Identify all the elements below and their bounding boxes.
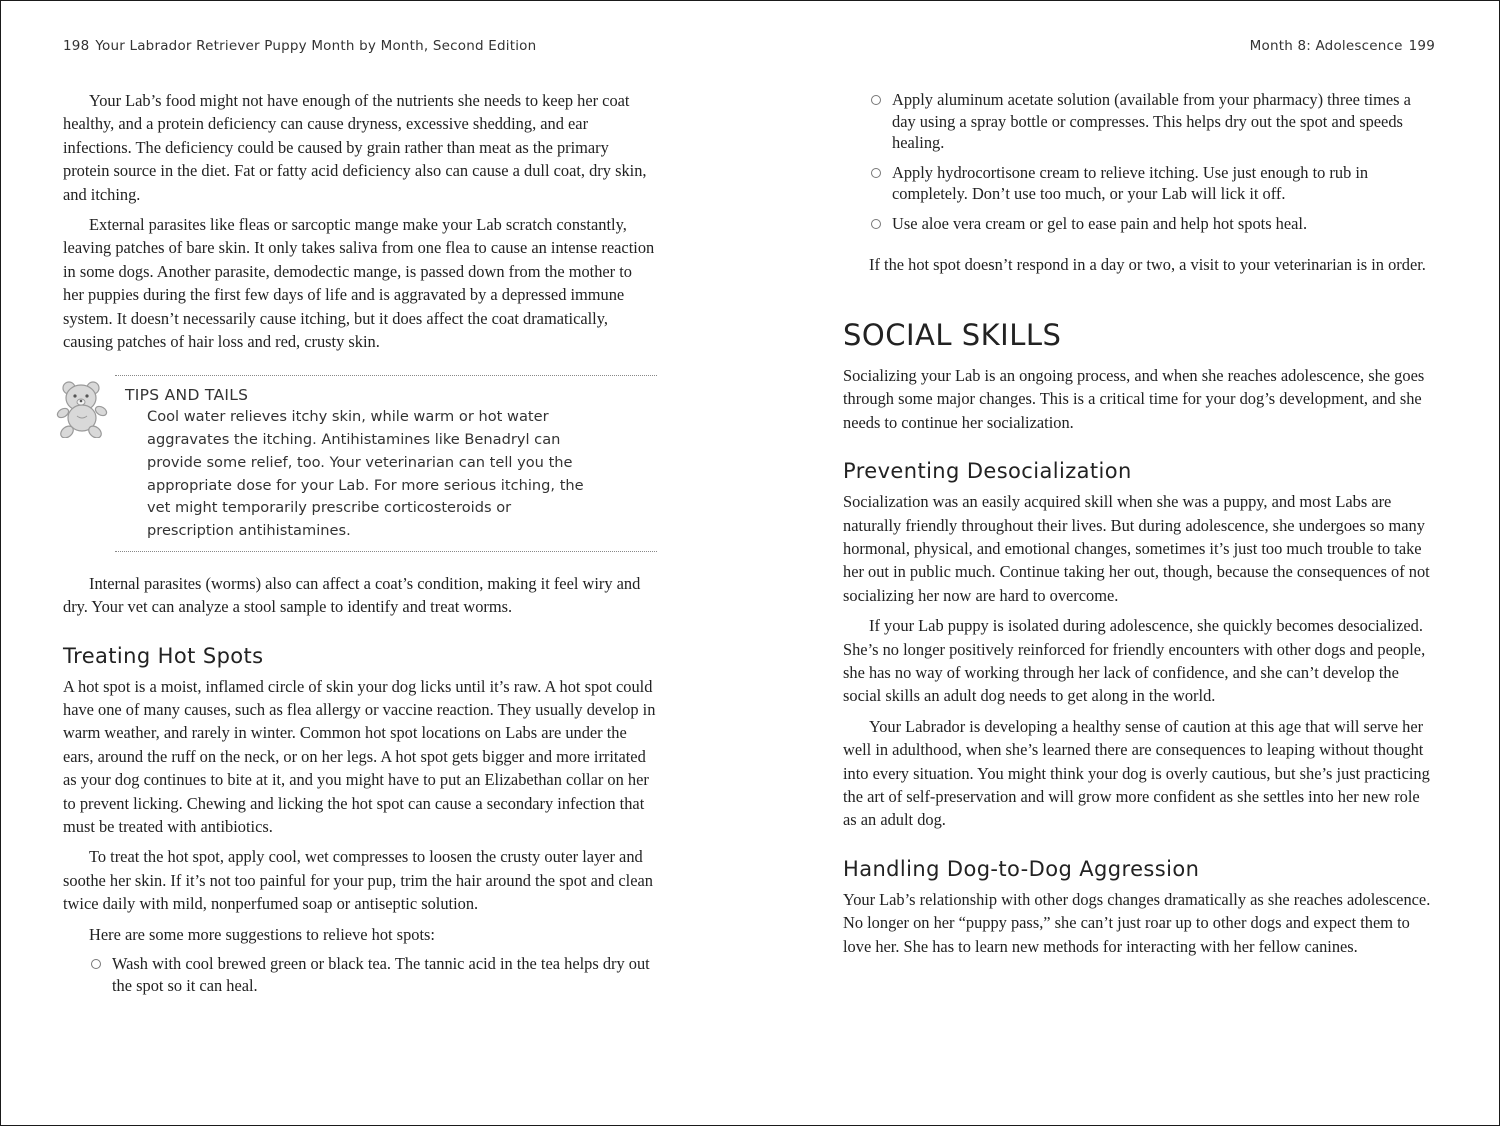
list-item-text: Apply aluminum acetate solution (available from your pharmacy) three times a day using a spray bottle or compresses. This helps dry out the spot and speeds healing.: [892, 90, 1411, 153]
paragraph: Your Labrador is developing a healthy sense of caution at this age that will serve her well in adulthood, when she’s learned there are consequences to leaping without thought into every situation. You might think your dog is overly cautious, but she’s just practicing the art of self-preservation and will grow more confident as she settles into her new role as an adult dog.: [843, 716, 1430, 830]
right-folio: 199: [1408, 38, 1435, 54]
right-running-title: Month 8: Adolescence: [1249, 38, 1403, 54]
left-body: [63, 89, 657, 1004]
tip-title: TIPS AND TAILS: [125, 386, 249, 405]
paragraph: Your Lab’s relationship with other dogs changes dramatically as she reaches adolescence. No longer on her “puppy pass,” she can’t just roar up to other dogs and expect them to love her. She has to learn new methods for interacting with her fellow canines.: [843, 889, 1431, 956]
tip-text: Cool water relieves itchy skin, while warm or hot water aggravates the itching. Antihistamines like Benadryl can provide some relief, too. Your veterinarian can tell you the appropriate dose for your Lab. For more serious itching, the vet might temporarily prescribe corticosteroids or prescription antihistamines.: [147, 408, 584, 539]
section-heading-hot-spots: Treating Hot Spots: [63, 643, 264, 668]
list-item: [843, 89, 1435, 154]
right-running-head: [1250, 38, 1435, 54]
paragraph: A hot spot is a moist, inflamed circle of skin your dog licks until it’s raw. A hot spot could have one of many causes, such as flea allergy or vaccine reaction. They usually develop in warm weather, and rarely in winter. Common hot spot locations on Labs are under the ears, around the ruff on the neck, or on her legs. A hot spot gets bigger and more irritated as your dog continues to bite at it, and you might have to put an Elizabethan collar on her to prevent licking. Chewing and licking the hot spot can cause a secondary infection that must be treated with antibiotics.: [63, 676, 656, 836]
right-body: [843, 89, 1435, 965]
left-running-title: Your Labrador Retriever Puppy Month by Month, Second Edition: [95, 38, 537, 54]
bullet-circle-icon: [871, 95, 881, 105]
list-item-text: Wash with cool brewed green or black tea. The tannic acid in the tea helps dry out the spot so it can heal.: [112, 953, 650, 995]
section-heading-aggression: Handling Dog-to-Dog Aggression: [843, 856, 1200, 881]
section-heading-social-skills: SOCIAL SKILLS: [843, 317, 1062, 352]
paragraph: If the hot spot doesn’t respond in a day or two, a visit to your veterinarian is in order.: [869, 254, 1426, 274]
tips-and-tails-box: [115, 375, 657, 551]
paragraph: Socializing your Lab is an ongoing process, and when she reaches adolescence, she goes through some major changes. This is a critical time for your dog’s development, and she needs to continue her socialization.: [843, 365, 1425, 432]
right-page: [843, 0, 1435, 1126]
list-item: [63, 953, 657, 996]
paragraph: Internal parasites (worms) also can affect a coat’s condition, making it feel wiry and dry. Your vet can analyze a stool sample to identify and treat worms.: [63, 573, 641, 617]
list-item: [843, 213, 1435, 235]
list-item: [843, 162, 1435, 205]
left-folio: 198: [63, 38, 90, 54]
hot-spot-remedy-list-continued: [843, 89, 1435, 235]
paragraph: Socialization was an easily acquired skill when she was a puppy, and most Labs are naturally friendly throughout their lives. But during adolescence, she undergoes so many hormonal, physical, and emotional changes, sometimes it’s just too much trouble to take her out in public much. Continue taking her out, though, because the consequences of not socializing her now are hard to overcome.: [843, 492, 1430, 605]
paragraph: To treat the hot spot, apply cool, wet compresses to loosen the crusty outer layer and soothe her skin. If it’s not too painful for your pup, trim the hair around the spot and clean twice daily with mild, nonperfumed soap or antiseptic solution.: [63, 847, 653, 914]
bullet-circle-icon: [871, 219, 881, 229]
list-item-text: Apply hydrocortisone cream to relieve itching. Use just enough to rub in completely. Don’t use too much, or your Lab will lick it off.: [892, 162, 1369, 204]
paragraph: Your Lab’s food might not have enough of the nutrients she needs to keep her coat healthy, and a protein deficiency can cause dryness, excessive shedding, and ear infections. The deficiency could be caused by grain rather than meat as the primary protein source in the diet. Fat or fatty acid deficiency also can cause a dull coat, dry skin, and itching.: [63, 91, 647, 204]
bullet-circle-icon: [871, 168, 881, 178]
left-page: [63, 0, 657, 1126]
hot-spot-remedy-list: [63, 953, 657, 996]
bullet-circle-icon: [91, 959, 101, 969]
section-heading-desocialization: Preventing Desocialization: [843, 459, 1132, 484]
left-running-head: [63, 38, 536, 54]
teddy-bear-icon: [55, 378, 109, 438]
list-item-text: Use aloe vera cream or gel to ease pain and help hot spots heal.: [892, 213, 1308, 233]
paragraph: If your Lab puppy is isolated during adolescence, she quickly becomes desocialized. She’s no longer positively reinforced for friendly encounters with other dogs and people, she has no way of working through her lack of confidence, and she can’t develop the social skills an adult dog needs to get along in the world.: [843, 616, 1426, 706]
paragraph: Here are some more suggestions to relieve hot spots:: [89, 924, 435, 944]
paragraph: External parasites like fleas or sarcoptic mange make your Lab scratch constantly, leaving patches of bare skin. It only takes saliva from one flea to cause an intense reaction in some dogs. Another parasite, demodectic mange, is passed down from the mother to her puppies during the first few days of life and is aggravated by a depressed immune system. It doesn’t necessarily cause itching, but it does affect the coat dramatically, causing patches of hair loss and red, crusty skin.: [63, 215, 655, 352]
